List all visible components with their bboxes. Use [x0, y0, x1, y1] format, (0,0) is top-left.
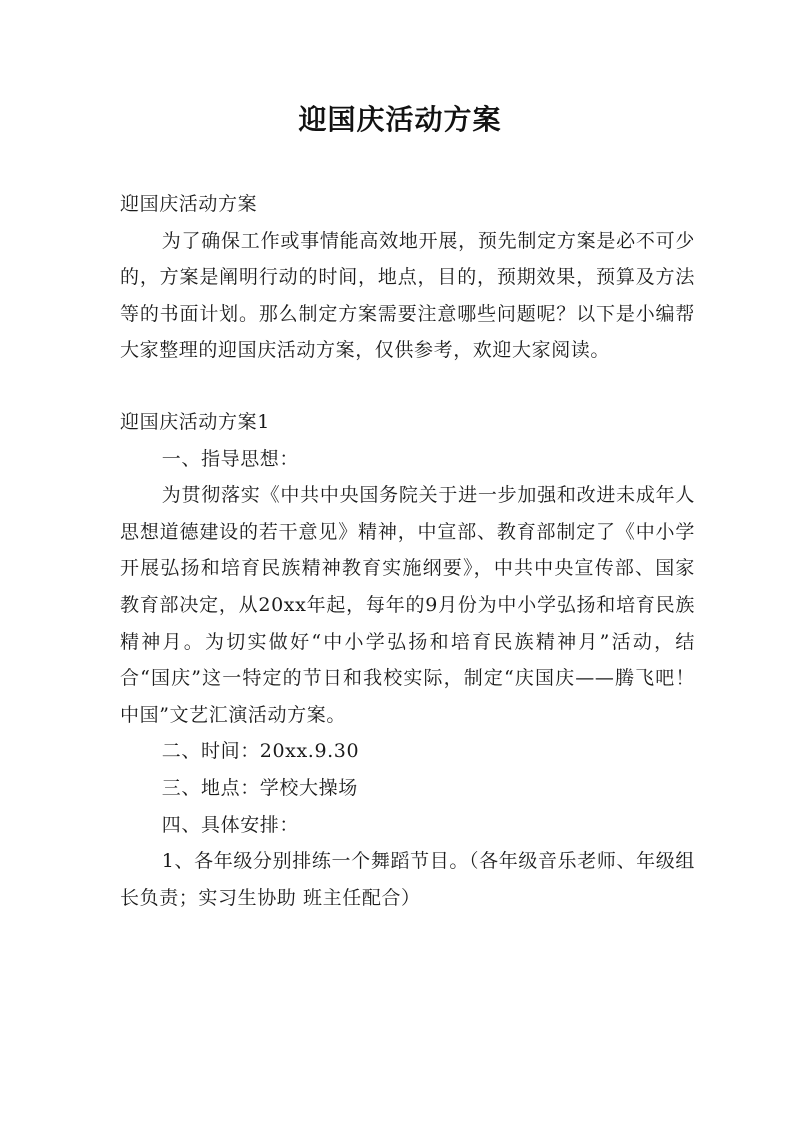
section-heading: 迎国庆活动方案1: [120, 410, 270, 433]
arrangement-heading: 四、具体安排：: [161, 813, 299, 836]
intro-heading: 迎国庆活动方案: [120, 193, 258, 215]
document-title: 迎国庆活动方案: [298, 103, 502, 136]
section-spacer: [120, 369, 695, 404]
guiding-heading: 一、指导思想：: [161, 447, 299, 470]
document-body: [120, 186, 695, 916]
intro-paragraph: 为了确保工作或事情能高效地开展，预先制定方案是必不可少的，方案是阐明行动的时间，地点，目的，预期效果，预算及方法等的书面计划。那么制定方案需要注意哪些问题呢？以下是小编帮大家整理的迎国庆活动方案，仅供参考，欢迎大家阅读。: [120, 229, 695, 362]
arrangement-item-1: 1、各年级分别排练一个舞蹈节目。（各年级音乐老师、年级组长负责；实习生协助 班主任配合）: [120, 850, 695, 909]
time-line: 二、时间：20xx.9.30: [161, 740, 360, 763]
place-line: 三、地点：学校大操场: [161, 776, 358, 799]
guiding-paragraph: 为贯彻落实《中共中央国务院关于进一步加强和改进未成年人思想道德建设的若干意见》精神，中宣部、教育部制定了《中小学开展弘扬和培育民族精神教育实施纲要》，中共中央宣传部、国家教育部决定，从20xx年起，每年的9月份为中小学弘扬和培育民族精神月。为切实做好“中小学弘扬和培育民族精神月”活动，结合“国庆”这一特定的节日和我校实际，制定“庆国庆——腾飞吧！中国”文艺汇演活动方案。: [120, 484, 695, 726]
